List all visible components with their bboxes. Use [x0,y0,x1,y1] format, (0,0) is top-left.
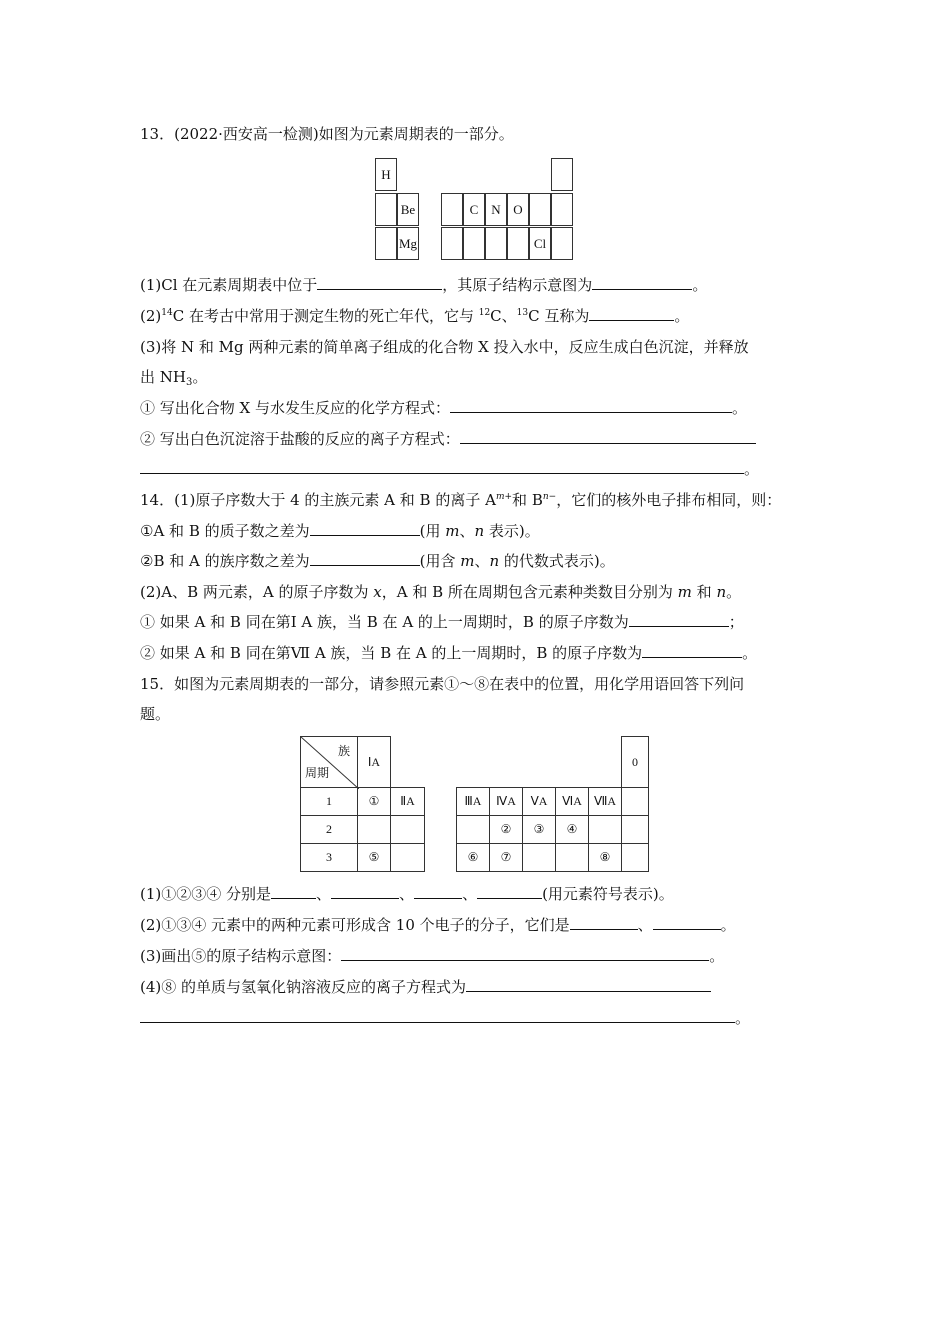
q13-part3-1: ① 写出化合物 X 与水发生反应的化学方程式： 。 [140,399,748,417]
corner-group-label: 族 [337,744,350,758]
q13-part3-line2: 出 $NH_3$。 [140,368,208,388]
element-2: ② [489,815,523,844]
q15-line1: 15．如图为元素周期表的一部分，请参照元素①～⑧在表中的位置，用化学用语回答下列问 [140,675,745,693]
cell-o: O [507,193,529,226]
period-3: 3 [300,843,358,872]
q13-title: 13．(2022·西安高一检测)如图为元素周期表的一部分。 [140,125,514,143]
corner-header [300,736,358,788]
q14-part2-2: ② 如果 A 和 B 同在第Ⅶ A 族，当 B 在 A 的上一周期时，B 的原子序数为 。 [140,644,758,662]
element-8: ⑧ [588,843,622,872]
q13-part3-2-cont: 。 [140,459,759,479]
corner-diagonal [301,737,359,789]
q14-part1-1: ①A 和 B 的质子数之差为 (用 m、n 表示)。 [140,522,540,540]
q13-part3-line1: (3)将 N 和 Mg 两种元素的简单离子组成的化合物 X 投入水中，反应生成白色沉淀，并释放 [140,338,749,356]
cell-mg: Mg [397,227,419,260]
q14-part1-2: ②B 和 A 的族序数之差为 (用含 m、n 的代数式表示)。 [140,552,615,570]
header-ia: ⅠA [357,736,391,788]
q15-part3: (3)画出⑤的原子结构示意图： 。 [140,947,725,965]
corner-period-label: 周期 [305,766,330,780]
q14-part2: (2)A、B 两元素，A 的原子序数为 x，A 和 B 所在周期包含元素种类数目分别为 m 和 n。 [140,583,742,601]
q14-part1: 14．(1)原子序数大于 4 的主族元素 A 和 B 的离子 $A^{m+}$和 $B^{n-}$，它们的核外电子排布相同，则： [140,491,782,509]
element-3: ③ [522,815,556,844]
q15-part4: (4)⑧ 的单质与氢氧化钠溶液反应的离子方程式为 [140,977,711,997]
element-7: ⑦ [489,843,523,872]
cell-h: H [375,158,397,191]
header-zero: 0 [621,736,649,788]
cell-c: C [463,193,485,226]
cell-cl: Cl [529,227,551,260]
header-iva: ⅣA [489,787,523,816]
header-viia: ⅦA [588,787,622,816]
q13-part3-2: ② 写出白色沉淀溶于盐酸的反应的离子方程式： [140,429,756,449]
period-2: 2 [300,815,358,844]
element-6: ⑥ [456,843,490,872]
q13-part1: (1)Cl 在元素周期表中位于 ，其原子结构示意图为 。 [140,276,708,294]
header-iiia: ⅢA [456,787,490,816]
q13-part2: $(2)^{14}C$ 在考古中常用于测定生物的死亡年代，它与 $^{12}$C、$^{13}$C 互称为 。 [140,307,690,325]
element-4: ④ [555,815,589,844]
q15-line2: 题。 [140,705,171,723]
period-1: 1 [300,787,358,816]
element-5: ⑤ [357,843,391,872]
cell-n: N [485,193,507,226]
q15-part2: (2)①③④ 元素中的两种元素可形成含 10 个电子的分子，它们是 、 。 [140,916,736,934]
header-iia: ⅡA [390,787,425,816]
q15-part1: (1)①②③④ 分别是 、 、 、 (用元素符号表示)。 [140,885,674,903]
element-1: ① [357,787,391,816]
header-via: ⅥA [555,787,589,816]
q15-part4-cont: 。 [140,1008,750,1028]
cell-be: Be [397,193,419,226]
header-va: ⅤA [522,787,556,816]
q14-part2-1: ① 如果 A 和 B 同在第Ⅰ A 族，当 B 在 A 的上一周期时，B 的原子序数为 ； [140,613,744,631]
